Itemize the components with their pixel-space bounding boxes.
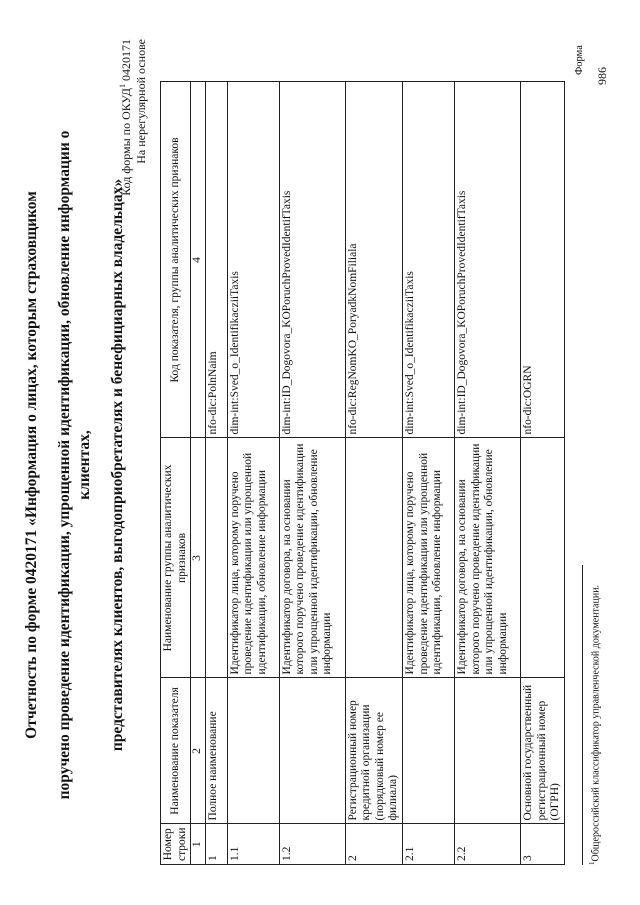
col-number: 2 (191, 678, 206, 824)
table-row (520, 82, 564, 865)
footnote-text: Общероссийский классификатор управленческой документации. (590, 584, 602, 862)
row-group-name: Идентификатор лица, которому поручено проведение идентификации или упрощенной идентификации, обновление информации (402, 438, 454, 678)
row-number: 1.2 (279, 824, 345, 865)
title-line-3: представителях клиентов, выгодоприобретателях и бенефициарных владельцах» (109, 178, 127, 752)
table-row (279, 82, 345, 865)
row-group-name: Идентификатор лица, которому поручено проведение идентификации или упрощенной идентификации, обновление информации (227, 438, 279, 678)
okud-code: 0420171 (119, 39, 133, 81)
col-number: 1 (191, 824, 206, 865)
document-title (22, 105, 128, 825)
row-group-name: Идентификатор договора, на основании которого поручено проведение идентификации или упрощенной идентификации, обновление информации (279, 438, 345, 678)
row-indicator-name (227, 678, 279, 824)
table-row (227, 82, 279, 865)
table-row (205, 82, 227, 865)
row-indicator-name: Полное наименование (205, 678, 227, 824)
header-code: Код показателя, группы аналитических признаков (161, 82, 191, 438)
table-row (402, 82, 454, 865)
row-indicator-name: Основной государственный регистрационный номер (ОГРН) (520, 678, 564, 824)
row-group-name (520, 438, 564, 678)
header-group-name: Наименование группы аналитических признаков (161, 438, 191, 678)
okud-line (118, 39, 134, 345)
table-row (454, 82, 520, 865)
periodicity: На нерегулярной основе (134, 39, 148, 164)
row-code: dim-int:ID_Dogovora_KOPoruchProvedIdentifTaxis (279, 82, 345, 438)
row-number: 2 (345, 824, 402, 865)
footnote-divider (582, 565, 583, 865)
row-code: dim-int:Sved_o_IdentifikacziiTaxis (402, 82, 454, 438)
form-label: Форма (574, 45, 585, 75)
row-indicator-name (402, 678, 454, 824)
indicators-table (160, 81, 565, 865)
title-line-2: поручено проведение идентификации, упрощенной идентификации, обновление информации о клиентах, (56, 130, 93, 800)
row-number: 1.1 (227, 824, 279, 865)
footnote (588, 585, 601, 865)
table-row (345, 82, 402, 865)
page-number: 986 (595, 67, 609, 85)
row-group-name: Идентификатор договора, на основании которого поручено проведение идентификации или упрощенной идентификации, обновление информации (454, 438, 520, 678)
row-indicator-name: Регистрационный номер кредитной организации (порядковый номер ее филиала) (345, 678, 402, 824)
row-code: nfo-dic:RegNomKO_PoryadkNomFiliala (345, 82, 402, 438)
footnote-mark: 1 (588, 861, 596, 865)
row-number: 2.2 (454, 824, 520, 865)
row-number: 3 (520, 824, 564, 865)
row-number: 1 (205, 824, 227, 865)
header-row-number: Номер строки (161, 824, 191, 865)
col-number: 3 (191, 438, 206, 678)
row-number: 2.1 (402, 824, 454, 865)
okud-label: Код формы по ОКУД (119, 88, 133, 196)
row-group-name (345, 438, 402, 678)
okud-footnote-mark: 1 (118, 84, 127, 88)
row-code: dim-int:Sved_o_IdentifikacziiTaxis (227, 82, 279, 438)
row-indicator-name (454, 678, 520, 824)
row-indicator-name (279, 678, 345, 824)
row-group-name (205, 438, 227, 678)
title-line-1: Отчетность по форме 0420171 «Информация о лицах, которым страховщиком (23, 191, 40, 739)
row-code: nfo-dic:OGRN (520, 82, 564, 438)
row-code: dim-int:ID_Dogovora_KOPoruchProvedIdentifTaxis (454, 82, 520, 438)
row-code: nfo-dic:PolnNaim (205, 82, 227, 438)
header-indicator-name: Наименование показателя (161, 678, 191, 824)
col-number: 4 (191, 82, 206, 438)
okud-block (118, 39, 149, 345)
